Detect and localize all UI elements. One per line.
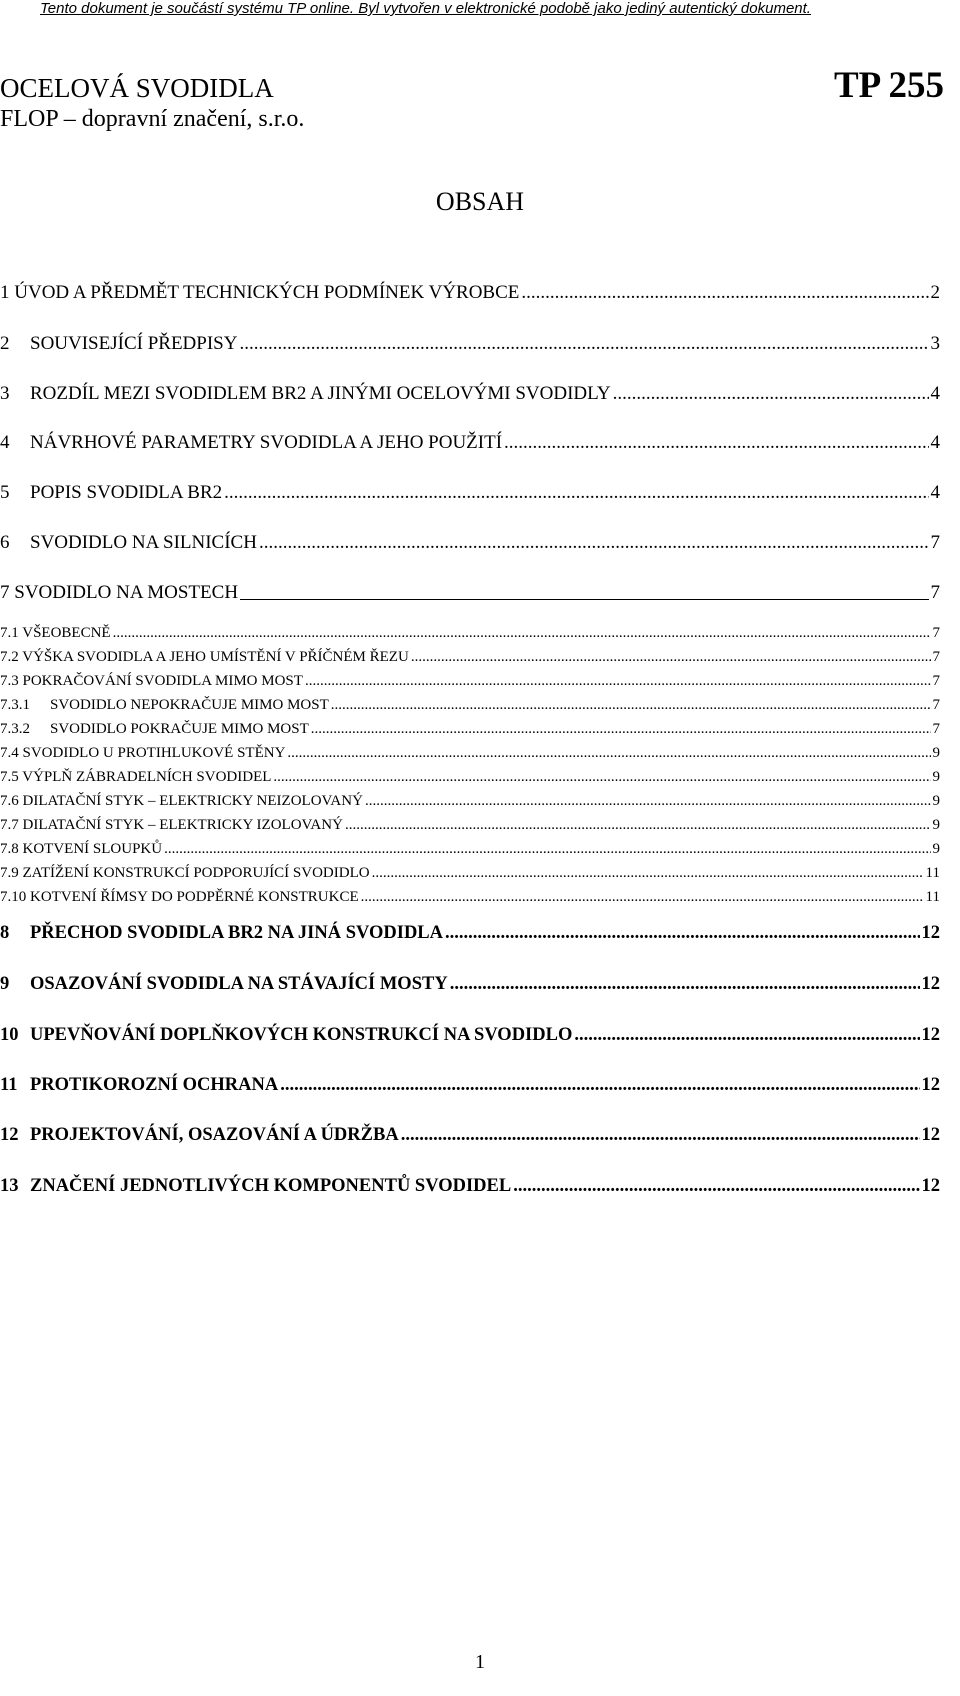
toc-entry-page: 7 [932, 697, 940, 713]
toc-entry-number: 7.3 [0, 673, 19, 689]
toc-entry-number: 2 [0, 333, 10, 354]
toc-entry-text: VŠEOBECNĚ [22, 625, 111, 641]
toc-entry-number: 7.4 [0, 745, 19, 761]
toc-entry-page: 11 [925, 889, 940, 905]
company-name: FLOP – dopravní značení, s.r.o. [0, 106, 305, 132]
dot-leader [365, 793, 931, 810]
toc-entry-text: KOTVENÍ ŘÍMSY DO PODPĚRNÉ KONSTRUKCE [30, 889, 359, 905]
dot-leader [411, 649, 931, 666]
dot-leader [513, 1176, 919, 1197]
toc-entry-page: 9 [932, 769, 940, 785]
dot-leader [164, 841, 930, 858]
toc-entry-text: PŘECHOD SVODIDLA BR2 NA JINÁ SVODIDLA [30, 923, 443, 943]
toc-entry-number: 7.3.1 [0, 697, 30, 713]
dot-leader [521, 282, 928, 304]
document-number: TP 255 [834, 65, 944, 106]
toc-entry-number: 7.2 [0, 649, 19, 665]
toc-entry-2[interactable] [0, 333, 940, 355]
toc-entry-page: 7 [930, 532, 940, 553]
dot-leader [504, 432, 928, 454]
dot-leader [311, 721, 931, 738]
toc-entry-number: 6 [0, 532, 10, 553]
dot-leader [305, 673, 931, 690]
dot-leader [445, 923, 920, 944]
toc-entry-page: 12 [921, 1125, 940, 1145]
toc-entry-page: 11 [925, 865, 940, 881]
toc-entry-9[interactable] [0, 974, 940, 995]
toc-entry-11[interactable] [0, 1075, 940, 1096]
toc-entry-number: 9 [0, 974, 10, 994]
toc-entry-page: 3 [930, 333, 940, 354]
toc-entry-page: 7 [930, 582, 940, 603]
dot-leader [450, 974, 920, 995]
toc-entry-number: 7.5 [0, 769, 19, 785]
dot-leader [372, 865, 924, 882]
toc-entry-number: 7.1 [0, 625, 19, 641]
toc-entry-page: 12 [921, 1176, 940, 1196]
toc-entry-5[interactable] [0, 482, 940, 504]
toc-entry-page: 7 [932, 673, 940, 689]
toc-entry-number: 7.7 [0, 817, 19, 833]
toc-entry-number: 7.6 [0, 793, 19, 809]
toc-entry-text: VÝPLŇ ZÁBRADELNÍCH SVODIDEL [22, 769, 272, 785]
toc-entry-text: OSAZOVÁNÍ SVODIDLA NA STÁVAJÍCÍ MOSTY [30, 974, 448, 994]
toc-entry-page: 9 [932, 817, 940, 833]
toc-entry-text: SVODIDLO NEPOKRAČUJE MIMO MOST [50, 697, 329, 713]
toc-entry-text: NÁVRHOVÉ PARAMETRY SVODIDLA A JEHO POUŽITÍ [30, 432, 503, 453]
toc-entry-text: SOUVISEJÍCÍ PŘEDPISY [30, 333, 238, 354]
toc-entry-1[interactable] [0, 282, 940, 304]
toc-entry-number: 10 [0, 1025, 19, 1045]
toc-heading: OBSAH [435, 187, 525, 216]
toc-entry-8[interactable] [0, 923, 940, 944]
dot-leader [259, 532, 929, 554]
toc-entry-text: ROZDÍL MEZI SVODIDLEM BR2 A JINÝMI OCELOVÝMI SVODIDLY [30, 383, 611, 404]
toc-entry-text: DILATAČNÍ STYK – ELEKTRICKY NEIZOLOVANÝ [22, 793, 363, 809]
dot-leader [401, 1125, 920, 1146]
toc-entry-7[interactable] [0, 582, 940, 604]
toc-entry-text: SVODIDLO NA SILNICÍCH [30, 532, 257, 553]
toc-entry-number: 7.8 [0, 841, 19, 857]
toc-entry-text: SVODIDLO POKRAČUJE MIMO MOST [50, 721, 309, 737]
toc-entry-text: SVODIDLO NA MOSTECH [14, 582, 239, 603]
toc-entry-page: 12 [921, 1075, 940, 1095]
dot-leader [239, 333, 928, 355]
toc-entry-6[interactable] [0, 532, 940, 554]
toc-entry-page: 4 [930, 383, 940, 404]
toc-entry-page: 9 [932, 841, 940, 857]
solid-leader [240, 598, 928, 600]
toc-entry-text: POKRAČOVÁNÍ SVODIDLA MIMO MOST [22, 673, 303, 689]
toc-entry-page: 12 [921, 923, 940, 943]
toc-entry-10[interactable] [0, 1025, 940, 1046]
toc-entry-7-9[interactable] [0, 865, 940, 882]
toc-entry-13[interactable] [0, 1176, 940, 1197]
toc-entry-number: 7.9 [0, 865, 19, 881]
toc-entry-number: 13 [0, 1176, 19, 1196]
toc-entry-number: 12 [0, 1125, 19, 1145]
toc-entry-7-6[interactable] [0, 793, 940, 810]
toc-entry-7-4[interactable] [0, 745, 940, 762]
toc-entry-page: 7 [932, 625, 940, 641]
dot-leader [273, 769, 930, 786]
toc-entry-page: 2 [930, 282, 940, 303]
dot-leader [331, 697, 931, 714]
authenticity-banner[interactable]: Tento dokument je součástí systému TP online. Byl vytvořen v elektronické podobě jako jediný autentický dokument. [40, 0, 811, 17]
toc-entry-page: 12 [921, 1025, 940, 1045]
toc-entry-text: POPIS SVODIDLA BR2 [30, 482, 223, 503]
toc-entry-page: 7 [932, 721, 940, 737]
toc-entry-page: 9 [932, 793, 940, 809]
toc-entry-7-10[interactable] [0, 889, 940, 906]
toc-entry-text: KOTVENÍ SLOUPKŮ [22, 841, 163, 857]
toc-entry-text: VÝŠKA SVODIDLA A JEHO UMÍSTĚNÍ V PŘÍČNÉM ŘEZU [22, 649, 409, 665]
toc-entry-page: 12 [921, 974, 940, 994]
dot-leader [224, 482, 928, 504]
dot-leader [345, 817, 931, 834]
dot-leader [280, 1075, 919, 1096]
dot-leader [574, 1025, 919, 1046]
toc-entry-number: 5 [0, 482, 10, 503]
toc-entry-3[interactable] [0, 383, 940, 405]
document-title: OCELOVÁ SVODIDLA [0, 73, 274, 103]
toc-entry-text: DILATAČNÍ STYK – ELEKTRICKY IZOLOVANÝ [22, 817, 343, 833]
toc-entry-text: ZATÍŽENÍ KONSTRUKCÍ PODPORUJÍCÍ SVODIDLO [22, 865, 370, 881]
toc-entry-7-3-2[interactable] [0, 721, 940, 738]
toc-entry-page: 4 [930, 432, 940, 453]
toc-entry-number: 7.3.2 [0, 721, 30, 737]
toc-entry-text: ZNAČENÍ JEDNOTLIVÝCH KOMPONENTŮ SVODIDEL [30, 1176, 512, 1196]
toc-entry-text: PROTIKOROZNÍ OCHRANA [30, 1075, 279, 1095]
toc-entry-7-2[interactable] [0, 649, 940, 666]
toc-entry-12[interactable] [0, 1125, 940, 1146]
toc-entry-7-1[interactable] [0, 625, 940, 642]
toc-entry-number: 11 [0, 1075, 18, 1095]
dot-leader [361, 889, 924, 906]
toc-entry-page: 4 [930, 482, 940, 503]
toc-entry-7-5[interactable] [0, 769, 940, 786]
toc-entry-page: 7 [932, 649, 940, 665]
toc-entry-number: 3 [0, 383, 10, 404]
toc-entry-number: 7 [0, 582, 10, 603]
toc-entry-7-7[interactable] [0, 817, 940, 834]
toc-entry-page: 9 [932, 745, 940, 761]
toc-entry-7-8[interactable] [0, 841, 940, 858]
toc-entry-number: 8 [0, 923, 10, 943]
toc-entry-text: PROJEKTOVÁNÍ, OSAZOVÁNÍ A ÚDRŽBA [30, 1125, 399, 1145]
toc-entry-text: SVODIDLO U PROTIHLUKOVÉ STĚNY [22, 745, 286, 761]
toc-entry-text: ÚVOD A PŘEDMĚT TECHNICKÝCH PODMÍNEK VÝROBCE [14, 282, 520, 303]
dot-leader [113, 625, 931, 642]
toc-entry-4[interactable] [0, 432, 940, 454]
dot-leader [287, 745, 930, 762]
toc-entry-number: 7.10 [0, 889, 27, 905]
page-number: 1 [475, 1651, 485, 1673]
toc-entry-7-3[interactable] [0, 673, 940, 690]
toc-entry-text: UPEVŇOVÁNÍ DOPLŇKOVÝCH KONSTRUKCÍ NA SVODIDLO [30, 1025, 573, 1045]
dot-leader [613, 383, 929, 405]
toc-entry-7-3-1[interactable] [0, 697, 940, 714]
toc-entry-number: 4 [0, 432, 10, 453]
toc-entry-number: 1 [0, 282, 10, 303]
